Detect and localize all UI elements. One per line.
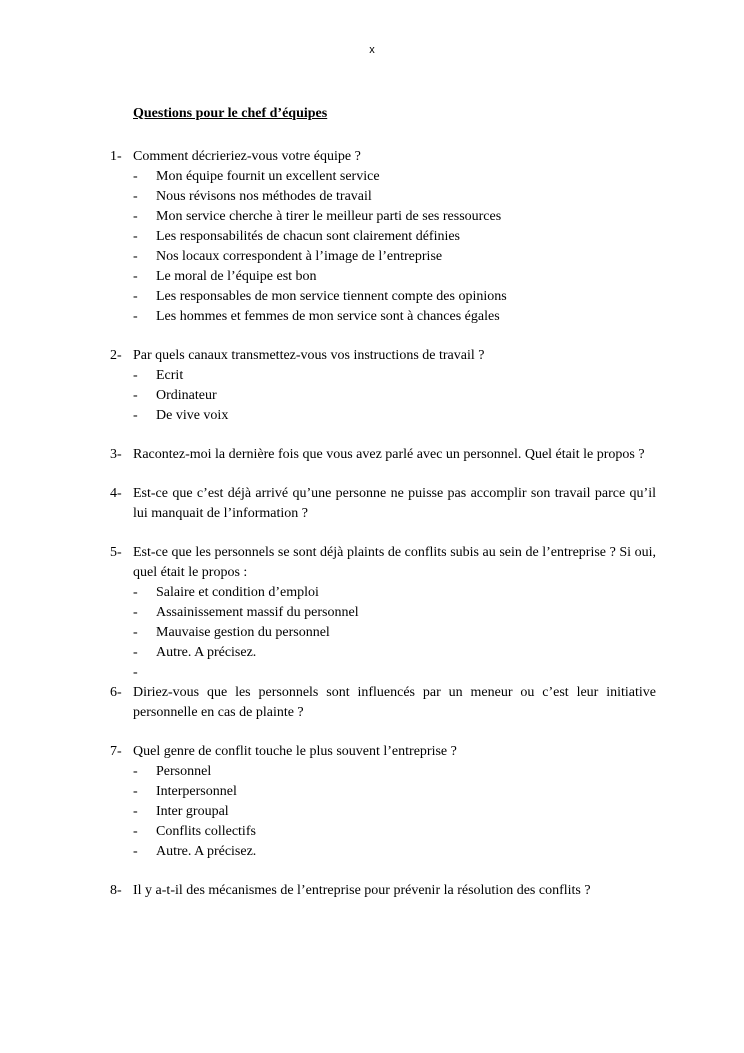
answer-option [110, 842, 656, 862]
answer-option [110, 187, 656, 207]
dash-bullet: - [133, 804, 138, 819]
question-text: Quel genre de conflit touche le plus souvent l’entreprise ? [133, 744, 457, 759]
dash-bullet: - [133, 309, 138, 324]
dash-bullet: - [133, 665, 138, 680]
answer-option-label: Assainissement massif du personnel [156, 605, 359, 620]
answer-option [110, 643, 656, 663]
question-item [110, 147, 656, 327]
answer-option-label: Le moral de l’équipe est bon [156, 269, 317, 284]
question-item [110, 346, 656, 426]
answer-option [110, 663, 656, 683]
dash-bullet: - [133, 229, 138, 244]
answer-option-label: Inter groupal [156, 804, 229, 819]
answer-option [110, 267, 656, 287]
answer-option-label: Mon équipe fournit un excellent service [156, 169, 380, 184]
dash-bullet: - [133, 645, 138, 660]
answer-option-label: Les hommes et femmes de mon service sont à chances égales [156, 309, 500, 324]
answer-option [110, 307, 656, 327]
answer-option-label: Salaire et condition d’emploi [156, 585, 319, 600]
question-number: 5- [110, 545, 122, 560]
answer-option-label: Mon service cherche à tirer le meilleur parti de ses ressources [156, 209, 502, 224]
answer-option [110, 227, 656, 247]
question-number: 1- [110, 149, 122, 164]
question-number: 4- [110, 486, 122, 501]
question-text: Racontez-moi la dernière fois que vous avez parlé avec un personnel. Quel était le propos ? [133, 447, 645, 462]
answer-option-label: Ordinateur [156, 388, 217, 403]
question-number: 2- [110, 348, 122, 363]
answer-option [110, 207, 656, 227]
question-item [110, 484, 656, 524]
answer-option [110, 583, 656, 603]
question-item [110, 543, 656, 683]
question-item [110, 742, 656, 862]
question-number: 8- [110, 883, 122, 898]
question-line [110, 742, 656, 762]
dash-bullet: - [133, 784, 138, 799]
answer-option-label: Personnel [156, 764, 212, 779]
answer-option-label [156, 663, 656, 683]
answer-option-label: Les responsabilités de chacun sont clairement définies [156, 229, 461, 244]
question-text: Est-ce que c’est déjà arrivé qu’une personne ne puisse pas accomplir son travail parce qu’il lui manquait de l’information ? [133, 486, 656, 521]
dash-bullet: - [133, 189, 138, 204]
dash-bullet: - [133, 169, 138, 184]
question-line [110, 346, 656, 366]
question-line [110, 147, 656, 167]
answer-option [110, 287, 656, 307]
question-line [110, 683, 656, 723]
answer-option [110, 366, 656, 386]
answer-option-label: Autre. A précisez. [156, 844, 257, 859]
answer-option-label: Les responsables de mon service tiennent compte des opinions [156, 289, 507, 304]
answer-option-label: Nous révisons nos méthodes de travail [156, 189, 372, 204]
question-text: Par quels canaux transmettez-vous vos instructions de travail ? [133, 348, 485, 363]
question-line [110, 543, 656, 583]
page-title: Questions pour le chef d’équipes [133, 106, 328, 121]
answer-option [110, 762, 656, 782]
dash-bullet: - [133, 368, 138, 383]
question-item [110, 445, 656, 465]
answer-option-label: Ecrit [156, 368, 184, 383]
dash-bullet: - [133, 844, 138, 859]
answer-option [110, 802, 656, 822]
dash-bullet: - [133, 388, 138, 403]
dash-bullet: - [133, 605, 138, 620]
question-text: Il y a-t-il des mécanismes de l’entreprise pour prévenir la résolution des conflits ? [133, 883, 591, 898]
answer-option-label: Mauvaise gestion du personnel [156, 625, 330, 640]
answer-option-label: Conflits collectifs [156, 824, 256, 839]
answer-option-label: Interpersonnel [156, 784, 237, 799]
answer-option [110, 386, 656, 406]
dash-bullet: - [133, 269, 138, 284]
dash-bullet: - [133, 209, 138, 224]
dash-bullet: - [133, 289, 138, 304]
answer-option [110, 406, 656, 426]
question-list [110, 147, 656, 920]
answer-option [110, 623, 656, 643]
answer-option-label: Autre. A précisez. [156, 645, 257, 660]
answer-option [110, 782, 656, 802]
question-item [110, 683, 656, 723]
dash-bullet: - [133, 625, 138, 640]
question-number: 3- [110, 447, 122, 462]
question-line [110, 445, 656, 465]
dash-bullet: - [133, 764, 138, 779]
question-item [110, 881, 656, 901]
question-text: Diriez-vous que les personnels sont influencés par un meneur ou c’est leur initiative personnelle en cas de plainte ? [133, 685, 656, 720]
dash-bullet: - [133, 249, 138, 264]
answer-option [110, 167, 656, 187]
dash-bullet: - [133, 408, 138, 423]
answer-option [110, 603, 656, 623]
question-line [110, 881, 656, 901]
dash-bullet: - [133, 585, 138, 600]
header-mark: x [369, 44, 375, 56]
answer-option [110, 822, 656, 842]
question-number: 7- [110, 744, 122, 759]
question-text: Comment décrieriez-vous votre équipe ? [133, 149, 361, 164]
question-number: 6- [110, 685, 122, 700]
answer-option-label: De vive voix [156, 408, 229, 423]
answer-option-label: Nos locaux correspondent à l’image de l’entreprise [156, 249, 443, 264]
question-line [110, 484, 656, 524]
question-text: Est-ce que les personnels se sont déjà plaints de conflits subis au sein de l’entreprise ? Si oui, quel était le propos : [133, 545, 656, 580]
dash-bullet: - [133, 824, 138, 839]
answer-option [110, 247, 656, 267]
